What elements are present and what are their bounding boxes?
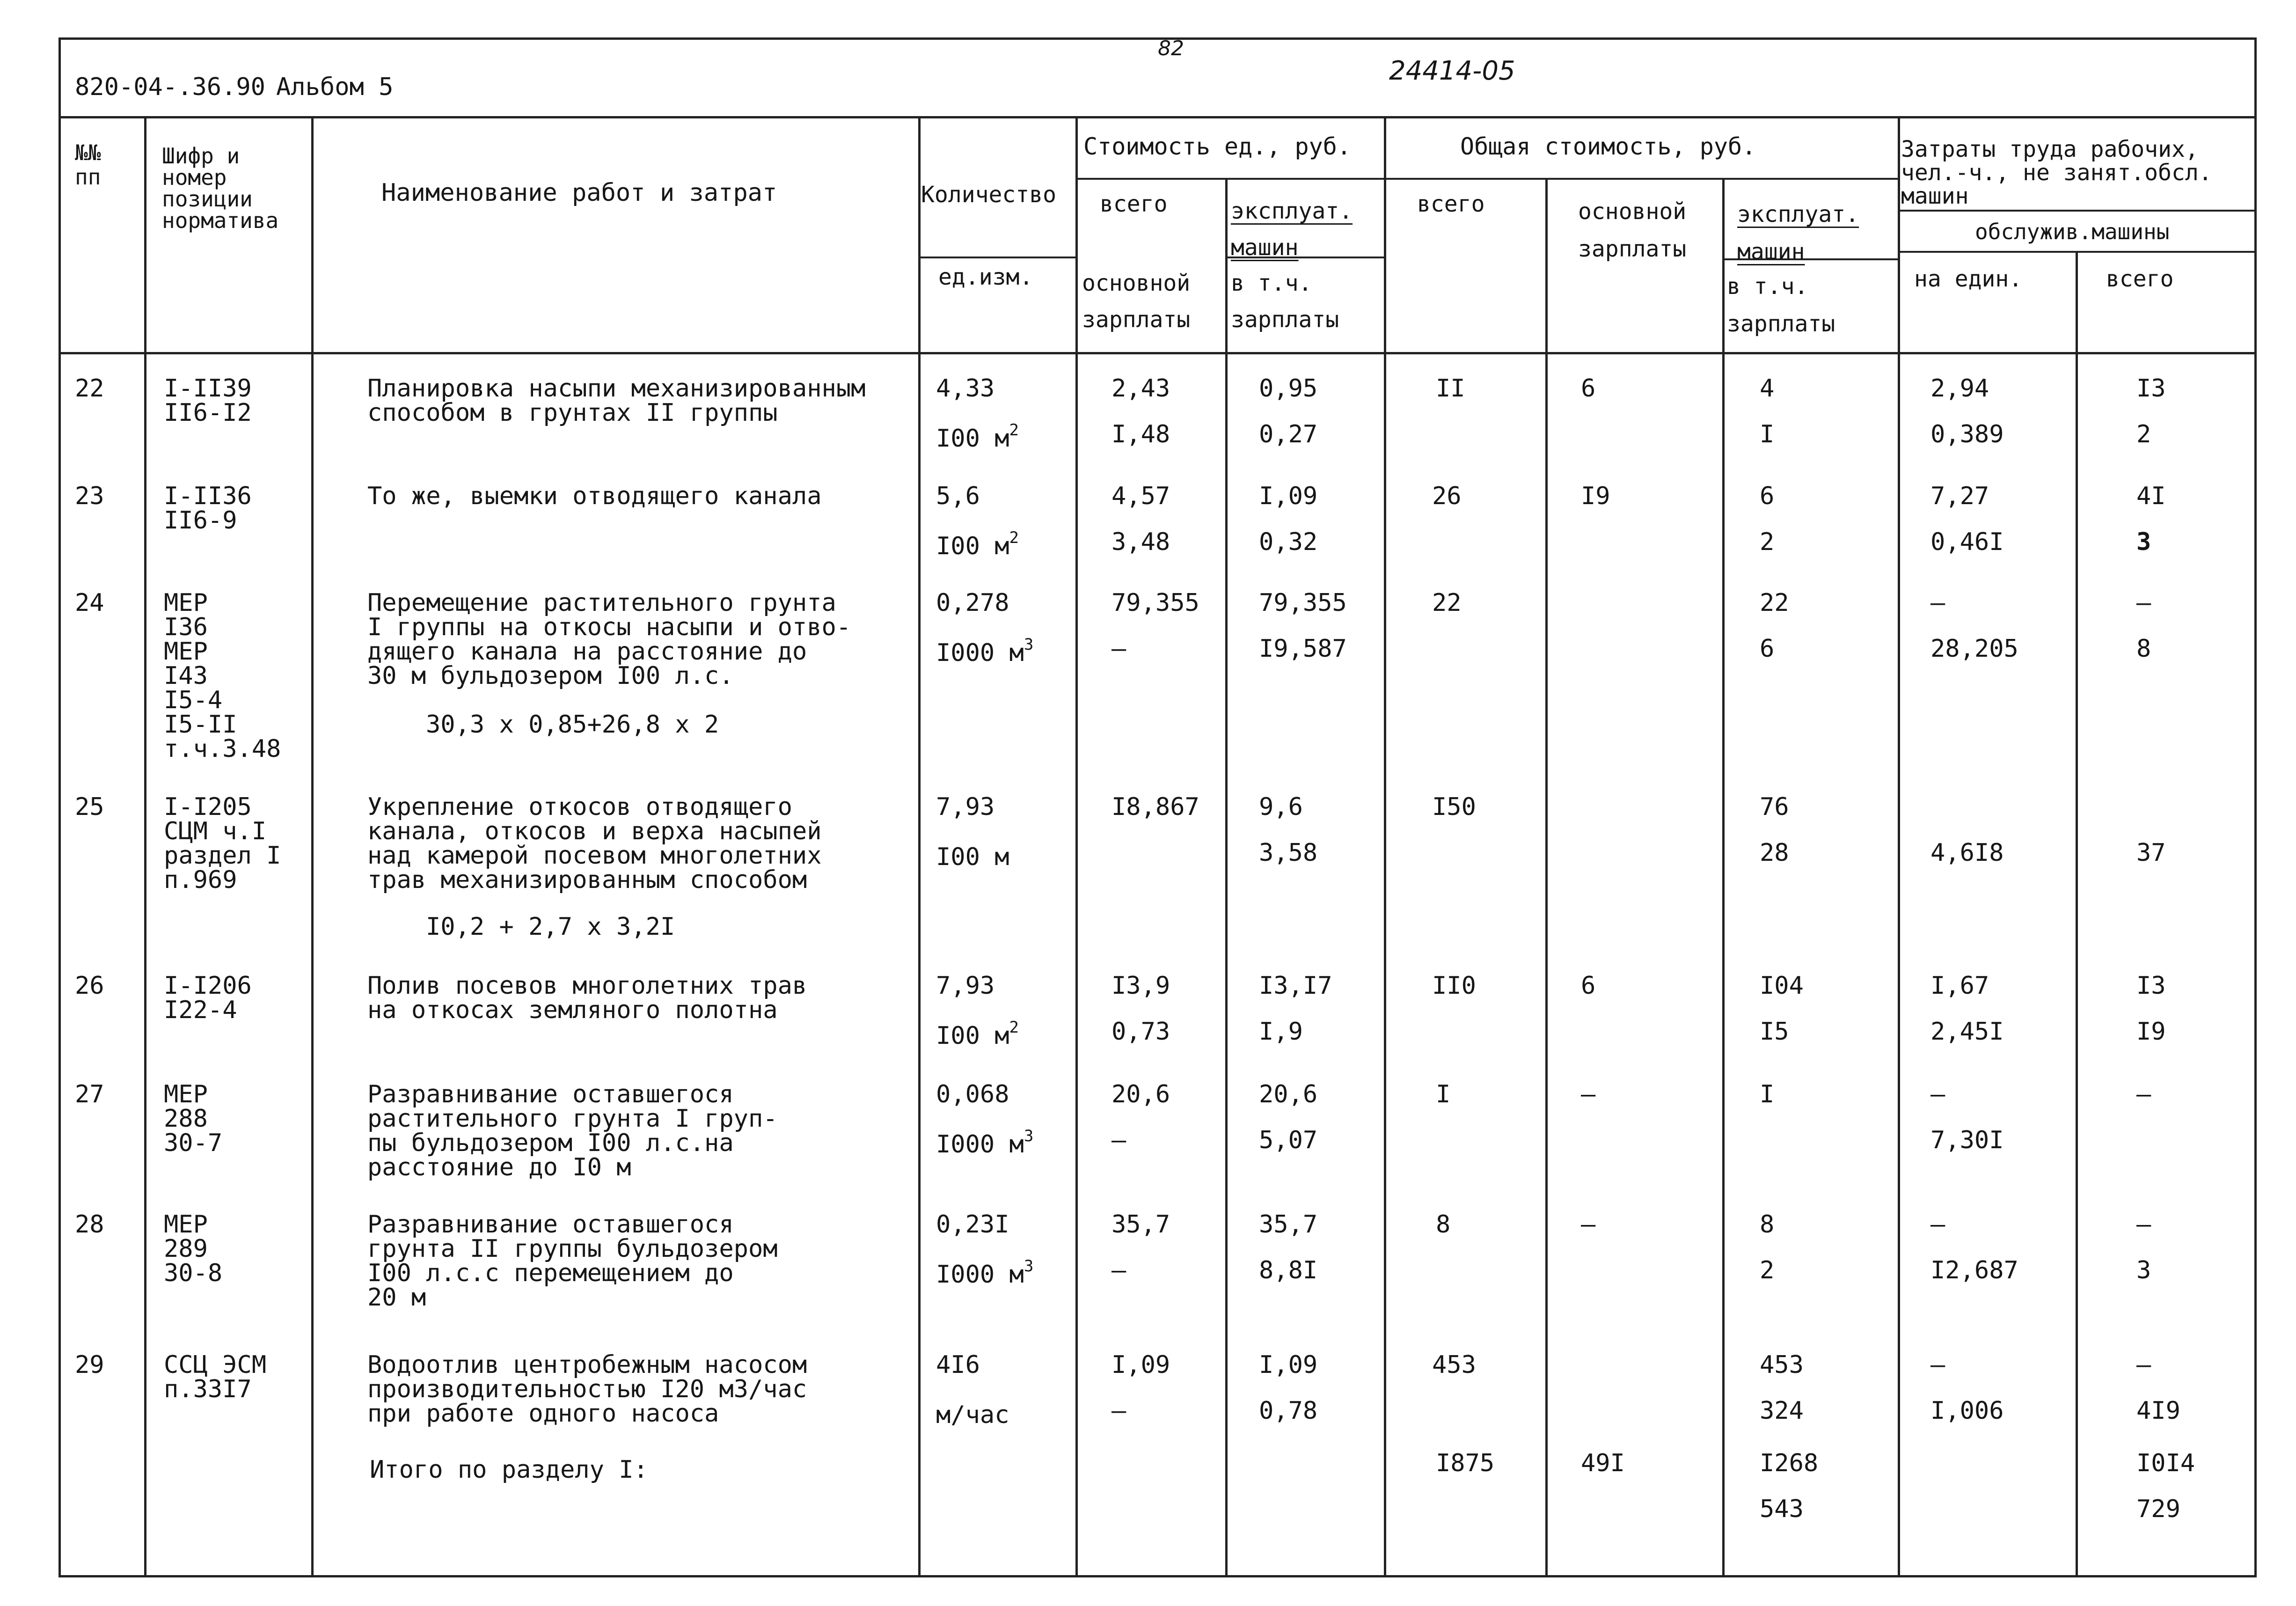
total-label: Итого по разделу I: bbox=[370, 1456, 648, 1484]
unit-superscript: 3 bbox=[1024, 1257, 1034, 1276]
row-uc-mach: 9,6 bbox=[1259, 793, 1303, 821]
total-tc-mach: I268 bbox=[1760, 1449, 1819, 1477]
row-name: Разравнивание оставшегося растительного грунта I груп- пы бульдозером I00 л.с.на расстояние до I0 м bbox=[367, 1080, 778, 1181]
header-name: Наименование работ и затрат bbox=[381, 179, 777, 207]
header-uc-base: основной зарплаты bbox=[1082, 270, 1191, 333]
labor-subline bbox=[1898, 210, 2257, 212]
header-cipher: Шифр и номер позиции норматива bbox=[162, 143, 279, 233]
row-name: То же, выемки отводящего канала bbox=[367, 482, 822, 510]
row-labor-total-1: I3 bbox=[2136, 374, 2166, 403]
col-line-8 bbox=[1722, 178, 1725, 1577]
col-line-6 bbox=[1384, 116, 1386, 1577]
total-labor-2: 729 bbox=[2136, 1495, 2180, 1523]
row-uc-base: 3,48 bbox=[1111, 528, 1170, 556]
row-tc-base: I9 bbox=[1581, 482, 1610, 510]
unit-superscript: 3 bbox=[1024, 635, 1034, 654]
unit-text: I000 м bbox=[936, 1130, 1024, 1159]
row-uc-all: I3,9 bbox=[1111, 972, 1170, 1000]
row-labor-unit-1: 2,94 bbox=[1930, 374, 1989, 403]
row-tc-mach: I04 bbox=[1760, 972, 1804, 1000]
unit-text: I00 м bbox=[936, 425, 1009, 453]
row-tc-base: 6 bbox=[1581, 374, 1596, 403]
header-labor-total: всего bbox=[2106, 266, 2174, 292]
row-uc-mach: 79,355 bbox=[1259, 589, 1347, 617]
row-code: I-II39 II6-I2 bbox=[164, 374, 252, 427]
header-quantity: Количество bbox=[921, 182, 1056, 208]
col-line-2 bbox=[311, 116, 314, 1577]
row-labor-total-1: – bbox=[2136, 589, 2151, 617]
row-tc-all: II0 bbox=[1432, 972, 1476, 1000]
col-line-10 bbox=[2076, 251, 2078, 1577]
row-uc-all: 20,6 bbox=[1111, 1080, 1170, 1108]
row-unit bbox=[936, 530, 1019, 558]
header-num: №№ пп bbox=[75, 140, 101, 190]
unit-text: I00 м bbox=[936, 843, 1009, 871]
row-num: 22 bbox=[75, 374, 104, 403]
row-uc-base: I,48 bbox=[1111, 420, 1170, 448]
row-uc-mach: 35,7 bbox=[1259, 1210, 1318, 1239]
row-labor-total-2: I9 bbox=[2136, 1018, 2166, 1046]
unit-superscript: 3 bbox=[1024, 1127, 1034, 1145]
row-uc-all: 2,43 bbox=[1111, 374, 1170, 403]
row-code: МЕР 288 30-7 bbox=[164, 1080, 223, 1157]
row-labor-total-1: – bbox=[2136, 1080, 2151, 1108]
row-qty: 7,93 bbox=[936, 793, 995, 821]
row-name: Планировка насыпи механизированным способом в грунтах II группы bbox=[367, 374, 866, 427]
row-code: ССЦ ЭСМ п.33I7 bbox=[164, 1351, 267, 1403]
row-uc-base: – bbox=[1111, 1397, 1126, 1425]
row-name: Водоотлив центробежным насосом производительностью I20 м3/час при работе одного насоса bbox=[367, 1351, 807, 1428]
col-line-5 bbox=[1225, 178, 1228, 1577]
row-unit bbox=[936, 637, 1033, 665]
total-tc-base: 49I bbox=[1581, 1449, 1625, 1477]
total-tc-all: I875 bbox=[1436, 1449, 1495, 1477]
row-labor-unit-1: – bbox=[1930, 589, 1945, 617]
unit-superscript: 2 bbox=[1009, 421, 1019, 440]
row-uc-mach: I,09 bbox=[1259, 1351, 1318, 1379]
row-num: 28 bbox=[75, 1210, 104, 1239]
row-name: Укрепление откосов отводящего канала, откосов и верха насыпей над камерой посевом многолетних трав механизированным способом bbox=[367, 793, 822, 894]
handwritten-number: 24414-05 bbox=[1389, 56, 1515, 86]
row-tc-mach: 22 bbox=[1760, 589, 1789, 617]
row-tc-all: 453 bbox=[1432, 1351, 1476, 1379]
row-unit bbox=[936, 1258, 1033, 1287]
row-tc-all: II bbox=[1436, 374, 1465, 403]
row-tc-all: I50 bbox=[1432, 793, 1476, 821]
row-qty: 0,278 bbox=[936, 589, 1009, 617]
row-labor-unit-2: I,006 bbox=[1930, 1397, 2004, 1425]
row-qty: 4I6 bbox=[936, 1351, 980, 1379]
row-uc-incl: 3,58 bbox=[1259, 839, 1318, 867]
row-uc-incl: 0,78 bbox=[1259, 1397, 1318, 1425]
row-uc-incl: 8,8I bbox=[1259, 1256, 1318, 1284]
row-name: Разравнивание оставшегося грунта II группы бульдозером I00 л.с.с перемещением до 20 м bbox=[367, 1210, 778, 1312]
header-tc-machine: эксплуат. машин bbox=[1737, 201, 1859, 265]
row-uc-all: 79,355 bbox=[1111, 589, 1199, 617]
header-uc-machine: эксплуат. машин bbox=[1231, 198, 1353, 261]
row-tc-mach: 453 bbox=[1760, 1351, 1804, 1379]
row-uc-all: 35,7 bbox=[1111, 1210, 1170, 1239]
row-code: I-I206 I22-4 bbox=[164, 972, 252, 1024]
row-code: I-II36 II6-9 bbox=[164, 482, 252, 535]
row-tc-mach: 6 bbox=[1760, 482, 1775, 510]
unit-subline bbox=[920, 257, 1075, 258]
row-uc-all: 4,57 bbox=[1111, 482, 1170, 510]
row-tc-mach: 76 bbox=[1760, 793, 1789, 821]
total-cost-subline bbox=[1384, 178, 1898, 180]
row-qty: 0,23I bbox=[936, 1210, 1009, 1239]
row-unit bbox=[936, 1019, 1019, 1048]
row-qty: 7,93 bbox=[936, 972, 995, 1000]
row-labor-total-1: – bbox=[2136, 1351, 2151, 1379]
row-uc-mach: I,09 bbox=[1259, 482, 1318, 510]
total-labor-1: I0I4 bbox=[2136, 1449, 2195, 1477]
row-uc-mach: 20,6 bbox=[1259, 1080, 1318, 1108]
row-tc-incl: 2 bbox=[1760, 528, 1775, 556]
row-labor-total-1: 4I bbox=[2136, 482, 2166, 510]
header-per-unit: на един. bbox=[1914, 266, 2023, 292]
row-unit bbox=[936, 1399, 1009, 1427]
total-tc-incl: 543 bbox=[1760, 1495, 1804, 1523]
row-labor-unit-1: – bbox=[1930, 1210, 1945, 1239]
header-labor: Затраты труда рабочих, чел.-ч., не занят.обсл. машин bbox=[1901, 136, 2212, 209]
row-num: 24 bbox=[75, 589, 104, 617]
col-line-7 bbox=[1545, 178, 1548, 1577]
album-label: Альбом 5 bbox=[276, 73, 394, 101]
row-uc-mach: 0,95 bbox=[1259, 374, 1318, 403]
header-divider bbox=[58, 116, 2257, 118]
unit-text: I00 м bbox=[936, 1022, 1009, 1050]
row-labor-unit-2: 4,6I8 bbox=[1930, 839, 2004, 867]
row-tc-incl: I5 bbox=[1760, 1018, 1789, 1046]
row-unit bbox=[936, 1128, 1033, 1157]
page-number: 82 bbox=[1158, 37, 1184, 60]
unit-cost-subline bbox=[1075, 178, 1384, 180]
row-labor-total-2: 37 bbox=[2136, 839, 2166, 867]
row-unit bbox=[936, 841, 1009, 869]
row-tc-incl: 324 bbox=[1760, 1397, 1804, 1425]
row-uc-base: 0,73 bbox=[1111, 1018, 1170, 1046]
row-uc-base: – bbox=[1111, 1256, 1126, 1284]
row-labor-unit-2: 0,389 bbox=[1930, 420, 2004, 448]
unit-superscript: 2 bbox=[1009, 528, 1019, 547]
row-labor-total-2: 3 bbox=[2136, 528, 2151, 556]
row-qty: 0,068 bbox=[936, 1080, 1009, 1108]
document-code: 820-04-.36.90 bbox=[75, 73, 265, 101]
row-code: I-I205 СЦМ ч.I раздел I п.969 bbox=[164, 793, 281, 894]
col-line-1 bbox=[144, 116, 146, 1577]
row-qty: 4,33 bbox=[936, 374, 995, 403]
row-tc-all: 22 bbox=[1432, 589, 1462, 617]
unit-text: I00 м bbox=[936, 532, 1009, 560]
header-uc-incl: в т.ч. зарплаты bbox=[1231, 270, 1339, 333]
row-tc-mach: 8 bbox=[1760, 1210, 1775, 1239]
row-uc-base: – bbox=[1111, 635, 1126, 663]
row-num: 25 bbox=[75, 793, 104, 821]
header-bottom-line bbox=[58, 352, 2257, 354]
header-tc-all: всего bbox=[1417, 191, 1485, 217]
row-num: 26 bbox=[75, 972, 104, 1000]
row-name: Перемещение растительного грунта I группы на откосы насыпи и отво- дящего канала на расстояние до 30 м бульдозером I00 л.с. bbox=[367, 589, 851, 690]
row-num: 29 bbox=[75, 1351, 104, 1379]
row-labor-unit-2: 28,205 bbox=[1930, 635, 2018, 663]
row-uc-mach: I3,I7 bbox=[1259, 972, 1332, 1000]
row-uc-incl: I,9 bbox=[1259, 1018, 1303, 1046]
header-uc-all: всего bbox=[1100, 191, 1168, 217]
row-formula: I0,2 + 2,7 х 3,2I bbox=[426, 913, 675, 941]
col-line-9 bbox=[1898, 116, 1900, 1577]
col-line-3 bbox=[918, 116, 921, 1577]
row-num: 23 bbox=[75, 482, 104, 510]
row-labor-total-1: – bbox=[2136, 1210, 2151, 1239]
row-tc-base: – bbox=[1581, 1080, 1596, 1108]
row-unit bbox=[936, 422, 1019, 451]
row-uc-incl: I9,587 bbox=[1259, 635, 1347, 663]
row-tc-base: 6 bbox=[1581, 972, 1596, 1000]
row-uc-base: – bbox=[1111, 1126, 1126, 1154]
row-labor-unit-2: 7,30I bbox=[1930, 1126, 2004, 1154]
row-code: МЕР I36 МЕР I43 I5-4 I5-II т.ч.3.48 bbox=[164, 589, 281, 763]
row-tc-incl: I bbox=[1760, 420, 1775, 448]
row-tc-all: 8 bbox=[1436, 1210, 1451, 1239]
row-labor-total-1: I3 bbox=[2136, 972, 2166, 1000]
row-labor-unit-1: – bbox=[1930, 1080, 1945, 1108]
row-tc-incl: 28 bbox=[1760, 839, 1789, 867]
unit-text: I000 м bbox=[936, 1261, 1024, 1289]
row-labor-total-2: 8 bbox=[2136, 635, 2151, 663]
row-name: Полив посевов многолетних трав на откосах земляного полотна bbox=[367, 972, 807, 1024]
row-uc-all: I,09 bbox=[1111, 1351, 1170, 1379]
unit-text: м/час bbox=[936, 1401, 1009, 1429]
header-unit-cost: Стоимость ед., руб. bbox=[1083, 133, 1351, 160]
row-uc-incl: 0,27 bbox=[1259, 420, 1318, 448]
row-labor-unit-1: I,67 bbox=[1930, 972, 1989, 1000]
row-labor-total-2: 4I9 bbox=[2136, 1397, 2180, 1425]
row-uc-incl: 0,32 bbox=[1259, 528, 1318, 556]
unit-text: I000 м bbox=[936, 639, 1024, 667]
header-tc-base: основной зарплаты bbox=[1578, 198, 1687, 262]
row-tc-mach: I bbox=[1760, 1080, 1775, 1108]
row-labor-unit-2: I2,687 bbox=[1930, 1256, 2018, 1284]
row-uc-all: I8,867 bbox=[1111, 793, 1199, 821]
row-tc-all: I bbox=[1436, 1080, 1451, 1108]
header-tc-incl: в т.ч. зарплаты bbox=[1727, 273, 1835, 337]
row-labor-unit-2: 0,46I bbox=[1930, 528, 2004, 556]
header-unit: ед.изм. bbox=[938, 264, 1033, 290]
unit-superscript: 2 bbox=[1009, 1018, 1019, 1037]
row-tc-incl: 6 bbox=[1760, 635, 1775, 663]
header-serving: обслужив.машины bbox=[1975, 219, 2170, 244]
row-num: 27 bbox=[75, 1080, 104, 1108]
row-formula: 30,3 х 0,85+26,8 х 2 bbox=[426, 711, 719, 739]
row-labor-unit-2: 2,45I bbox=[1930, 1018, 2004, 1046]
row-tc-incl: 2 bbox=[1760, 1256, 1775, 1284]
row-tc-mach: 4 bbox=[1760, 374, 1775, 403]
row-qty: 5,6 bbox=[936, 482, 980, 510]
row-tc-all: 26 bbox=[1432, 482, 1462, 510]
row-labor-unit-1: – bbox=[1930, 1351, 1945, 1379]
row-code: МЕР 289 30-8 bbox=[164, 1210, 223, 1287]
header-total-cost: Общая стоимость, руб. bbox=[1460, 133, 1756, 160]
row-uc-incl: 5,07 bbox=[1259, 1126, 1318, 1154]
row-tc-base: – bbox=[1581, 1210, 1596, 1239]
row-labor-total-2: 3 bbox=[2136, 1256, 2151, 1284]
col-line-4 bbox=[1075, 116, 1078, 1577]
row-labor-unit-1: 7,27 bbox=[1930, 482, 1989, 510]
row-labor-total-2: 2 bbox=[2136, 420, 2151, 448]
